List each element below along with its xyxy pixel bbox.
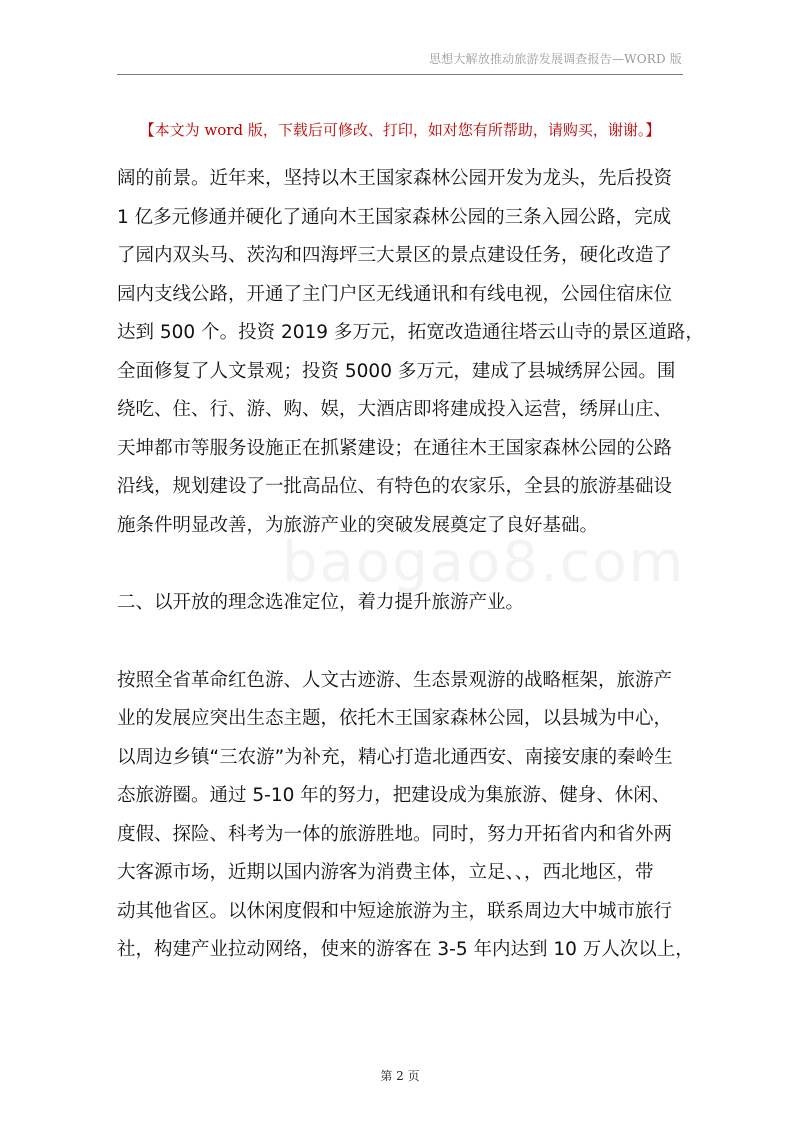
text-line: 达到 500 个。投资 2019 多万元，拓宽改造通往塔云山寺的景区道路， — [117, 322, 704, 343]
text-line: 态旅游圈。通过 5-10 年的努力，把建设成为集旅游、健身、休闲、 — [117, 785, 671, 806]
text-line: 度假、探险、科考为一体的旅游胜地。同时，努力开拓省内和省外两 — [117, 823, 673, 845]
text-line: 施条件明显改善，为旅游产业的突破发展奠定了良好基础。 — [117, 514, 599, 536]
text-line: 绕吃、住、行、游、购、娱，大酒店即将建成投入运营，绣屏山庄、 — [117, 399, 673, 420]
text-line: 沿线，规划建设了一批高品位、有特色的农家乐，全县的旅游基础设 — [117, 476, 673, 497]
header-divider — [117, 74, 683, 75]
paragraph-infrastructure — [117, 160, 704, 545]
text-line: 了园内双头马、茨沟和四海坪三大景区的景点建设任务，硬化改造了 — [117, 245, 673, 266]
text-line: 以周边乡镇“三农游”为补充，精心打造北通西安、南接安康的秦岭生 — [117, 746, 673, 768]
section-heading: 二、以开放的理念选准定位，着力提升旅游产业。 — [117, 592, 525, 613]
text-line: 天坤都市等服务设施正在抓紧建设；在通往木王国家森林公园的公路 — [117, 437, 673, 459]
text-line: 动其他省区。以休闲度假和中短途旅游为主，联系周边大中城市旅行 — [117, 900, 673, 922]
text-line: 业的发展应突出生态主题，依托木王国家森林公园，以县城为中心， — [117, 708, 673, 729]
paragraph-positioning — [117, 662, 694, 970]
page-number: 第 2 页 — [380, 1069, 420, 1083]
text-line: 1 亿多元修通并硬化了通向木王国家森林公园的三条入园公路，完成 — [117, 206, 672, 228]
text-line: 社，构建产业拉动网络，使来的游客在 3-5 年内达到 10 万人次以上， — [117, 939, 694, 960]
download-notice: 【本文为 word 版，下载后可修改、打印，如对您有所帮助，请购买，谢谢。】 — [139, 121, 661, 139]
text-line: 阔的前景。近年来，坚持以木王国家森林公园开发为龙头，先后投资 — [117, 168, 673, 189]
text-line: 园内支线公路，开通了主门户区无线通讯和有线电视，公园住宿床位 — [117, 283, 673, 305]
page-header-title: 思想大解放推动旅游发展调查报告—WORD 版 — [428, 52, 682, 66]
document-body — [117, 160, 704, 970]
text-line: 全面修复了人文景观；投资 5000 多万元，建成了县城绣屏公园。围 — [117, 360, 676, 382]
text-line: 大客源市场，近期以国内游客为消费主体，立足、、，西北地区，带 — [117, 862, 654, 883]
text-line: 按照全省革命红色游、人文古迹游、生态景观游的战略框架，旅游产 — [117, 669, 673, 691]
watermark-text: baogao8.com — [282, 530, 686, 595]
